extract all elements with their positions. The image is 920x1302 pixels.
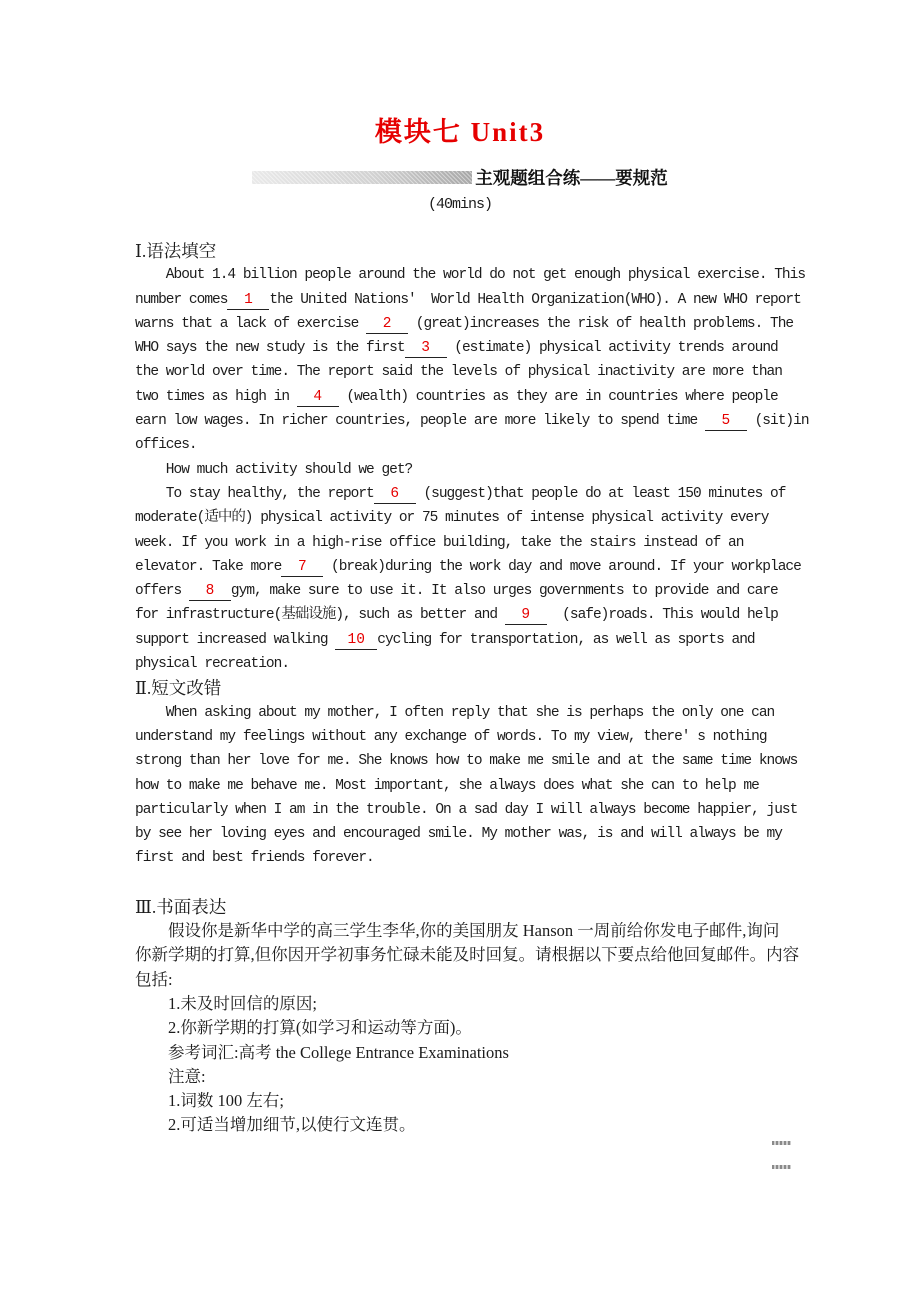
text-line: physical recreation.: [135, 656, 290, 673]
text-line: understand my feelings without any exchange of words. To my view, there' s nothing: [135, 728, 767, 745]
text-line: week. If you work in a high-rise office building, take the stairs instead of an: [135, 534, 744, 551]
text-line: 你新学期的打算,但你因开学初事务忙碌未能及时回复。请根据以下要点给他回复邮件。内容: [135, 945, 800, 965]
text-line: offices.: [135, 437, 197, 454]
answer-blank-2: 2: [366, 315, 408, 334]
text-line: earn low wages. In richer countries, people are more likely to spend time 5 (sit)in: [135, 413, 809, 430]
answer-blank-6: 6: [374, 485, 416, 504]
text-line: by see her loving eyes and encouraged smile. My mother was, is and will always be my: [135, 826, 782, 843]
text-line: two times as high in 4 (wealth) countries as they are in countries where people: [135, 388, 778, 405]
answer-blank-5: 5: [705, 412, 747, 431]
text-line: To stay healthy, the report 6 (suggest)that people do at least 150 minutes of: [135, 485, 786, 502]
text-line: support increased walking 10 cycling for transportation, as well as sports and: [135, 631, 755, 648]
writing-task-instructions: [135, 919, 810, 1138]
text-line: 包括:: [135, 969, 173, 989]
text-line: 2.你新学期的打算(如学习和运动等方面)。: [135, 1018, 472, 1038]
text-line: elevator. Take more 7 (break)during the work day and move around. If your workplace: [135, 558, 801, 575]
text-line: particularly when I am in the trouble. On a sad day I will always become happier, just: [135, 801, 798, 818]
text-line: How much activity should we get?: [135, 461, 413, 478]
text-line: strong than her love for me. She knows how to make me smile and at the same time knows: [135, 753, 798, 770]
text-line: WHO says the new study is the first 3 (estimate) physical activity trends around: [135, 340, 778, 357]
text-line: 1.未及时回信的原因;: [135, 993, 317, 1013]
answer-blank-7: 7: [281, 558, 323, 577]
text-line: 注意:: [135, 1066, 206, 1086]
page-edge-mark: [772, 1165, 791, 1169]
duration-label: (40mins): [427, 196, 492, 213]
subtitle-row: [0, 166, 920, 188]
text-line: moderate(适中的) physical activity or 75 minutes of intense physical activity every: [135, 510, 769, 527]
text-line: offers 8 gym, make sure to use it. It also urges governments to provide and care: [135, 583, 778, 600]
error-correction-passage: [135, 701, 810, 871]
section-3-heading: Ⅲ.书面表达: [135, 896, 227, 917]
spacer: [135, 871, 810, 895]
text-line: 1.词数 100 左右;: [135, 1091, 284, 1111]
text-line: number comes 1 the United Nations' World Health Organization(WHO). A new WHO report: [135, 291, 801, 308]
text-line: warns that a lack of exercise 2 (great)increases the risk of health problems. The: [135, 315, 794, 332]
answer-blank-9: 9: [505, 606, 547, 625]
text-line: 假设你是新华中学的高三学生李华,你的美国朋友 Hanson 一周前给你发电子邮件,询问: [135, 921, 780, 941]
subtitle: 主观题组合练——要规范: [475, 167, 668, 188]
text-line: how to make me behave me. Most important, she always does what she can to help me: [135, 777, 759, 794]
text-line: first and best friends forever.: [135, 850, 374, 867]
text-line: When asking about my mother, I often reply that she is perhaps the only one can: [135, 704, 775, 721]
grammar-fill-passage: [135, 263, 810, 676]
answer-blank-10: 10: [335, 631, 377, 650]
answer-blank-1: 1: [227, 291, 269, 310]
answer-blank-3: 3: [405, 339, 447, 358]
answer-blank-4: 4: [297, 388, 339, 407]
section-1-heading: Ⅰ.语法填空: [135, 241, 217, 261]
text-line: for infrastructure(基础设施), such as better and 9 (safe)roads. This would help: [135, 607, 778, 624]
page-title: 模块七 Unit3: [374, 117, 546, 147]
decorative-gradient-bar: [252, 171, 472, 184]
section-2-heading: Ⅱ.短文改错: [135, 678, 222, 699]
text-line: 2.可适当增加细节,以使行文连贯。: [135, 1115, 416, 1135]
answer-blank-8: 8: [189, 582, 231, 601]
text-line: 参考词汇:高考 the College Entrance Examinations: [135, 1042, 509, 1062]
page-edge-mark: [772, 1141, 791, 1145]
content-area: [0, 213, 920, 1138]
text-line: About 1.4 billion people around the world do not get enough physical exercise. This: [135, 267, 806, 284]
text-line: the world over time. The report said the levels of physical inactivity are more than: [135, 364, 782, 381]
